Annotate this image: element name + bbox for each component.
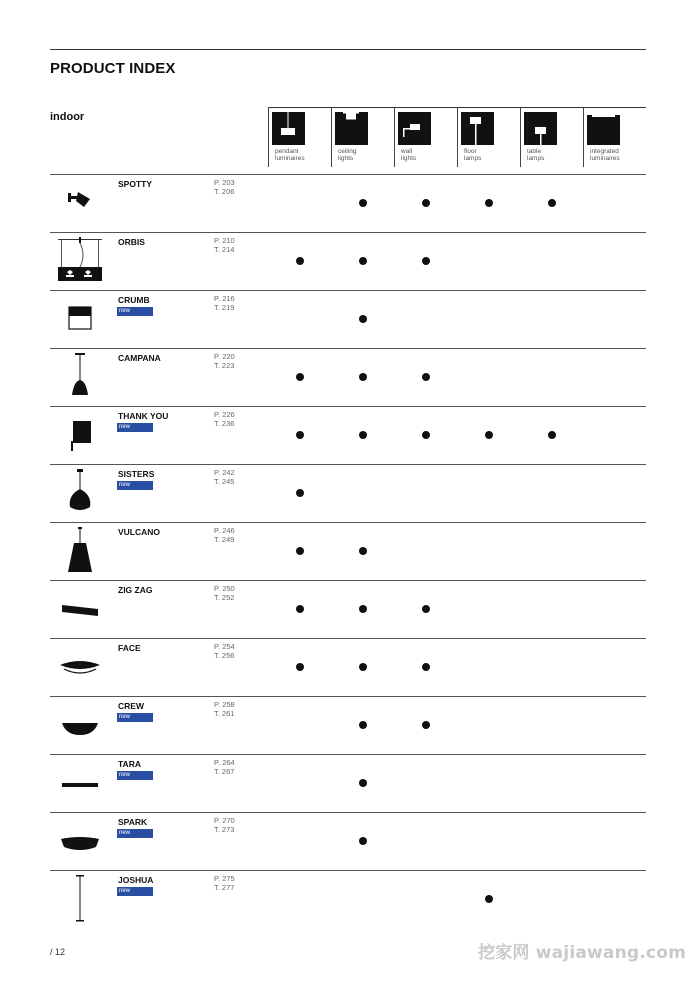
page-refs [214, 352, 235, 370]
product-row-campana [50, 348, 646, 406]
category-label-line2: lights [401, 155, 417, 162]
new-badge: new [117, 713, 153, 722]
availability-dot-floor [485, 895, 493, 903]
integrated-luminaire-icon [587, 112, 620, 145]
bar-lamp-icon [58, 585, 102, 633]
page-t: T. 261 [214, 709, 235, 718]
availability-dot-ceiling [359, 373, 367, 381]
row-divider [50, 232, 646, 233]
availability-dot-pendant [296, 663, 304, 671]
page-refs [214, 700, 235, 718]
bowl-lamp-icon [58, 701, 102, 749]
category-label-line1: pendant [275, 148, 299, 155]
product-name: SPOTTY [118, 179, 153, 189]
page-t: T. 206 [214, 187, 235, 196]
availability-dot-pendant [296, 547, 304, 555]
product-row-thank-you [50, 406, 646, 464]
row-divider [50, 580, 646, 581]
page-p: P. 226 [214, 410, 235, 419]
spotlight-icon [58, 179, 102, 227]
category-divider [583, 107, 584, 167]
availability-dot-wall [422, 431, 430, 439]
product-name: FACE [118, 643, 141, 653]
flat-bar-icon [58, 759, 102, 807]
product-row-zig-zag [50, 580, 646, 638]
oval-lamp-icon [58, 817, 102, 865]
product-row-sisters [50, 464, 646, 522]
availability-dot-ceiling [359, 431, 367, 439]
availability-dot-wall [422, 373, 430, 381]
section-label: indoor [50, 111, 85, 123]
top-rule [50, 49, 646, 50]
category-label-line2: lights [338, 155, 354, 162]
product-name: CREW [118, 701, 144, 711]
product-row-vulcano [50, 522, 646, 580]
page-refs [214, 642, 235, 660]
page-refs [214, 758, 235, 776]
availability-dot-ceiling [359, 257, 367, 265]
page-p: P. 275 [214, 874, 235, 883]
product-name: ZIG ZAG [118, 585, 153, 595]
page-p: P. 242 [214, 468, 235, 477]
new-badge: new [117, 307, 153, 316]
category-label-line1: floor [464, 148, 477, 155]
new-badge: new [117, 423, 153, 432]
availability-dot-table [548, 431, 556, 439]
page-t: T. 219 [214, 303, 235, 312]
availability-dot-pendant [296, 489, 304, 497]
availability-dot-wall [422, 199, 430, 207]
page-t: T. 236 [214, 419, 235, 428]
new-badge: new [117, 481, 153, 490]
product-name: THANK YOU [118, 411, 169, 421]
row-divider [50, 870, 646, 871]
product-row-spark [50, 812, 646, 870]
ceiling-light-icon [335, 112, 368, 145]
category-label [275, 148, 329, 162]
product-row-tara [50, 754, 646, 812]
page-t: T. 223 [214, 361, 235, 370]
page-p: P. 220 [214, 352, 235, 361]
page-refs [214, 584, 235, 602]
product-name: JOSHUA [118, 875, 154, 885]
availability-dot-pendant [296, 431, 304, 439]
product-name: CAMPANA [118, 353, 161, 363]
category-label [401, 148, 455, 162]
row-divider [50, 464, 646, 465]
row-divider [50, 174, 646, 175]
availability-dot-floor [485, 431, 493, 439]
disc-lamp-icon [58, 643, 102, 691]
page-p: P. 210 [214, 236, 235, 245]
product-name: ORBIS [118, 237, 145, 247]
availability-dot-ceiling [359, 315, 367, 323]
category-label-line2: lamps [464, 155, 482, 162]
orbis-icon [58, 237, 102, 285]
category-label [527, 148, 581, 162]
bell-pendant-icon [58, 353, 102, 401]
category-label [464, 148, 518, 162]
category-divider [520, 107, 521, 167]
product-name: CRUMB [118, 295, 150, 305]
table-lamp-icon [524, 112, 557, 145]
page-refs [214, 468, 235, 486]
pendant-lamp-icon [272, 112, 305, 145]
availability-dot-wall [422, 663, 430, 671]
floor-lamp-icon [461, 112, 494, 145]
row-divider [50, 812, 646, 813]
product-name: VULCANO [118, 527, 161, 537]
page-t: T. 267 [214, 767, 235, 776]
category-label-line2: luminaires [590, 155, 620, 162]
cone-pendant-icon [58, 527, 102, 575]
page-number: / 12 [50, 947, 66, 957]
availability-dot-wall [422, 721, 430, 729]
page-p: P. 216 [214, 294, 235, 303]
availability-dot-ceiling [359, 199, 367, 207]
category-divider [457, 107, 458, 167]
availability-dot-ceiling [359, 837, 367, 845]
category-label-line1: wall [401, 148, 413, 155]
row-divider [50, 638, 646, 639]
page-p: P. 258 [214, 700, 235, 709]
availability-dot-wall [422, 257, 430, 265]
availability-dot-pendant [296, 257, 304, 265]
page-t: T. 277 [214, 883, 235, 892]
product-row-face [50, 638, 646, 696]
watermark: 挖家网 wajiawang.com [478, 943, 686, 963]
product-row-crumb [50, 290, 646, 348]
page-t: T. 273 [214, 825, 235, 834]
row-divider [50, 522, 646, 523]
pole-lamp-icon [58, 875, 102, 923]
availability-dot-ceiling [359, 605, 367, 613]
availability-dot-pendant [296, 373, 304, 381]
page-p: P. 270 [214, 816, 235, 825]
availability-dot-ceiling [359, 663, 367, 671]
page-refs [214, 410, 235, 428]
product-row-crew [50, 696, 646, 754]
product-row-orbis [50, 232, 646, 290]
page-refs [214, 526, 235, 544]
row-divider [50, 406, 646, 407]
row-divider [50, 290, 646, 291]
page-title: PRODUCT INDEX [50, 60, 176, 77]
page-refs [214, 816, 235, 834]
page-t: T. 249 [214, 535, 235, 544]
availability-dot-ceiling [359, 721, 367, 729]
category-label-line1: ceiling [338, 148, 357, 155]
page-refs [214, 294, 235, 312]
category-label [338, 148, 392, 162]
page-refs [214, 874, 235, 892]
product-name: SISTERS [118, 469, 155, 479]
availability-dot-floor [485, 199, 493, 207]
category-label-line2: lamps [527, 155, 545, 162]
availability-dot-wall [422, 605, 430, 613]
category-divider [394, 107, 395, 167]
wall-light-icon [398, 112, 431, 145]
availability-dot-table [548, 199, 556, 207]
availability-dot-ceiling [359, 547, 367, 555]
category-divider [331, 107, 332, 167]
page-t: T. 256 [214, 651, 235, 660]
availability-dot-pendant [296, 605, 304, 613]
page-p: P. 254 [214, 642, 235, 651]
category-label-line1: integrated [590, 148, 619, 155]
page-t: T. 214 [214, 245, 235, 254]
cube-lamp-icon [58, 295, 102, 343]
product-row-spotty [50, 174, 646, 232]
page-p: P. 203 [214, 178, 235, 187]
row-divider [50, 696, 646, 697]
product-name: TARA [118, 759, 141, 769]
category-label [590, 148, 644, 162]
product-name: SPARK [118, 817, 148, 827]
availability-dot-ceiling [359, 779, 367, 787]
row-divider [50, 348, 646, 349]
category-divider [268, 107, 269, 167]
page-p: P. 250 [214, 584, 235, 593]
page-p: P. 246 [214, 526, 235, 535]
wall-box-lamp-icon [58, 411, 102, 459]
page-p: P. 264 [214, 758, 235, 767]
new-badge: new [117, 829, 153, 838]
page-t: T. 252 [214, 593, 235, 602]
new-badge: new [117, 771, 153, 780]
category-label-line1: table [527, 148, 542, 155]
category-label-line2: luminaires [275, 155, 305, 162]
new-badge: new [117, 887, 153, 896]
page-t: T. 245 [214, 477, 235, 486]
row-divider [50, 754, 646, 755]
drop-pendant-icon [58, 469, 102, 517]
product-row-joshua [50, 870, 646, 928]
page-refs [214, 178, 235, 196]
page-refs [214, 236, 235, 254]
